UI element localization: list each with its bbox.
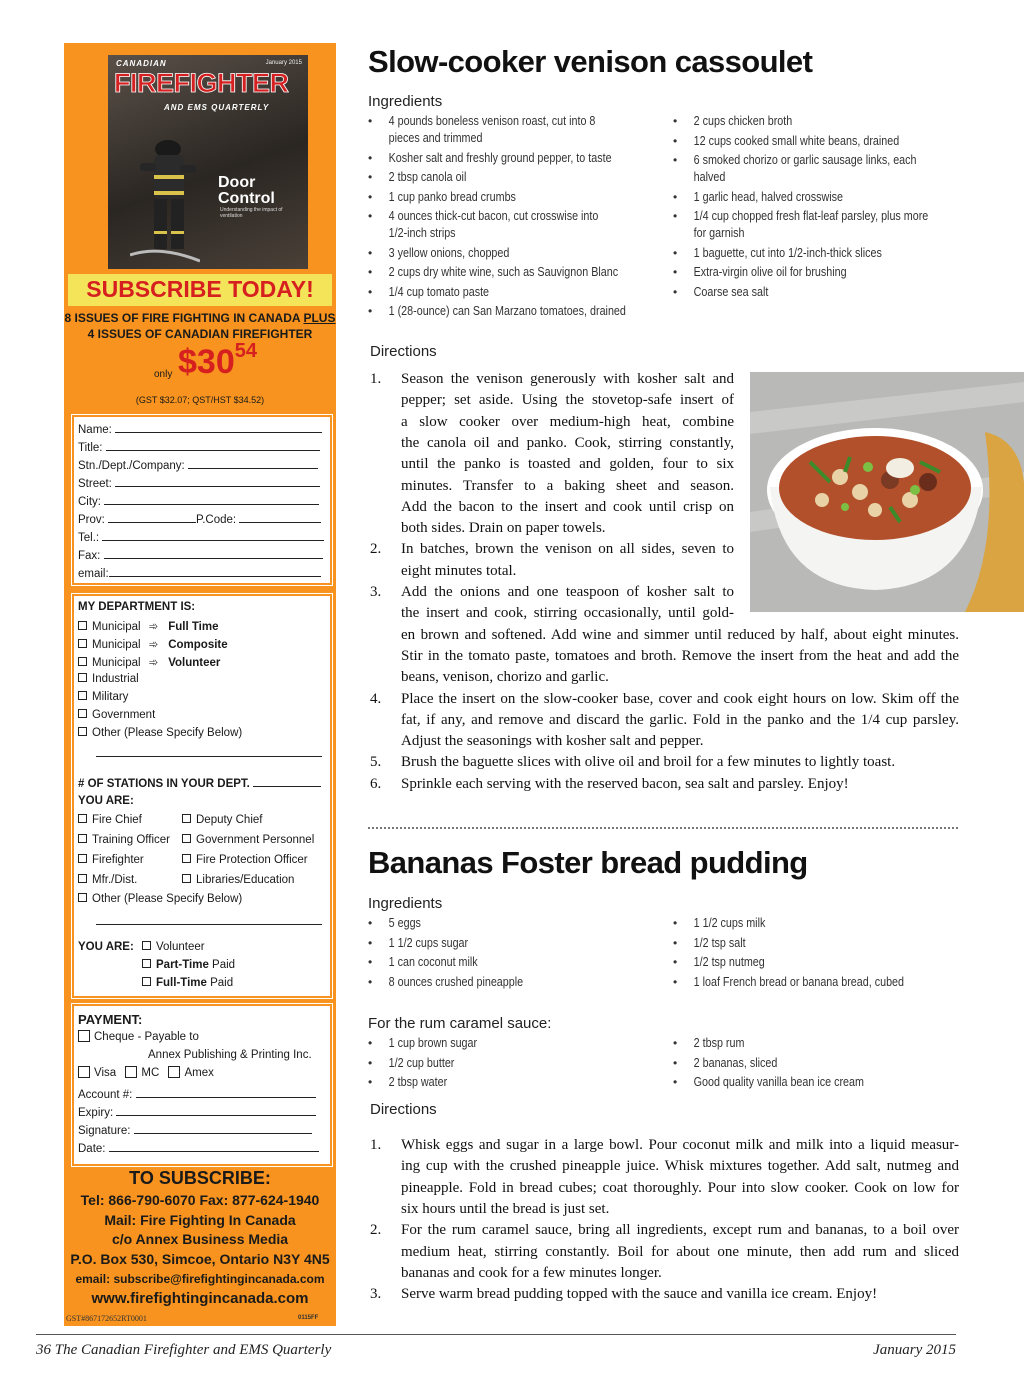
step-text-line: Stir in the tomato paste, tomatoes and broth. Remove the insert from the heat and add the <box>401 647 959 664</box>
step-text-line: ing cup with the crushed pineapple juice. Whisk mixtures together. Add salt, nutmeg and <box>401 1158 959 1175</box>
step-text-line: Add the bacon to the insert and cook until crisp on <box>401 498 734 515</box>
ingredient-item <box>673 284 973 301</box>
ingredient-text: 1/4 cup chopped fresh flat-leaf parsley, plus more <box>693 209 929 223</box>
ingredient-text: 1/2 tsp salt <box>693 935 746 950</box>
recipe-divider <box>368 827 958 829</box>
ingredient-text: 1 can coconut milk <box>388 955 478 969</box>
recipe2-title: Bananas Foster bread pudding <box>368 845 808 880</box>
ingredient-text: 1 (28-ounce) can San Marzano tomatoes, drained <box>388 304 626 318</box>
step-text-line: the canola oil and panko. Cook, stirring constantly, <box>401 434 734 451</box>
contact-website[interactable]: www.firefightingincanada.com <box>91 1290 309 1307</box>
step-number: 3. <box>370 584 382 600</box>
role-fire-chief[interactable]: Fire Chief <box>78 814 142 826</box>
ingredient-item <box>368 284 668 301</box>
form-field-title[interactable]: Title: <box>78 440 320 454</box>
bullet-icon: • <box>673 265 678 279</box>
status-part-time[interactable]: Part-Time Paid <box>142 959 235 971</box>
ingredient-text: 2 tbsp rum <box>693 1036 745 1050</box>
bullet-icon: • <box>673 935 678 950</box>
you-are-heading: YOU ARE: <box>78 795 134 807</box>
ingredient-item <box>368 189 668 206</box>
contact-address: P.O. Box 530, Simcoe, Ontario N3Y 4N5 <box>70 1251 330 1267</box>
ingredient-text: 4 ounces thick-cut bacon, cut crosswise into <box>388 209 599 223</box>
ingredient-item <box>368 915 668 932</box>
step-number: 5. <box>370 754 382 771</box>
ingredient-item <box>368 1074 668 1091</box>
bullet-icon: • <box>673 209 678 223</box>
ingredient-item <box>673 264 973 281</box>
bullet-icon: • <box>368 209 373 223</box>
subscribe-title: SUBSCRIBE TODAY! <box>86 276 314 302</box>
step-text-line: a slow cooker over medium-high heat, combine <box>401 413 734 430</box>
bullet-icon: • <box>368 935 373 950</box>
ingredient-item <box>368 954 668 971</box>
ingredient-text: 4 pounds boneless venison roast, cut into 8 <box>388 114 596 128</box>
dept-option-government[interactable]: Government <box>78 709 155 721</box>
ingredient-text: 12 cups cooked small white beans, drained <box>693 133 900 148</box>
bullet-icon: • <box>368 974 373 989</box>
ingredient-text: 2 tbsp canola oil <box>388 170 467 184</box>
ingredient-text: pieces and trimmed <box>388 131 483 145</box>
bullet-icon: • <box>368 284 373 299</box>
cover-tagline: AND EMS QUARTERLY <box>164 103 270 112</box>
ingredient-text: 2 tbsp water <box>388 1075 448 1089</box>
step-number: 2. <box>370 541 382 558</box>
bullet-icon: • <box>368 114 373 128</box>
footer-rule <box>36 1334 956 1335</box>
cover-logo: FIREFIGHTER <box>114 68 289 98</box>
contact-email[interactable]: email: subscribe@firefightingincanada.com <box>75 1272 325 1286</box>
contact-mail-line2: c/o Annex Business Media <box>111 1231 289 1247</box>
payment-payee: Annex Publishing & Printing Inc. <box>148 1049 312 1061</box>
ingredient-text: 2 cups dry white wine, such as Sauvignon Blanc <box>388 265 619 279</box>
form-field-street[interactable]: Street: <box>78 476 320 490</box>
step-text-line: until the panko is toasted and golden, four to six <box>401 456 734 473</box>
form-field-tel[interactable]: Tel.: <box>78 530 324 544</box>
ingredient-item <box>673 935 973 952</box>
dept-other-line[interactable] <box>96 756 322 757</box>
step-text-line: minutes. Transfer to a baking sheet and season. <box>401 477 734 494</box>
ingredient-item <box>368 303 668 320</box>
recipe1-directions-heading: Directions <box>370 343 437 360</box>
ingredient-item <box>673 974 973 991</box>
payment-signature[interactable]: Signature: <box>78 1123 312 1137</box>
step-text-line: medium heat, stirring constantly. Boil for about one minute, then add rum and sliced <box>401 1243 959 1260</box>
form-field-city[interactable]: City: <box>78 494 319 508</box>
cover-headline: Door Control <box>218 174 275 207</box>
recipe2-sauce-heading: For the rum caramel sauce: <box>368 1015 552 1032</box>
tax-note: (GST $32.07; QST/HST $34.52) <box>135 395 265 405</box>
ingredient-item <box>368 208 668 242</box>
step-number: 3. <box>370 1286 382 1303</box>
ingredient-text: 5 eggs <box>388 916 421 930</box>
role-deputy-chief[interactable]: Deputy Chief <box>182 814 262 826</box>
step-text-line: the insert and cook, stirring occasionally, until gold- <box>401 605 734 622</box>
step-text-line: Serve warm bread pudding topped with the sauce and vanilla ice cream. Enjoy! <box>401 1286 878 1303</box>
step-text-line: Sprinkle each serving with the reserved bacon, sea salt and parsley. Enjoy! <box>401 775 849 792</box>
dept-option-other[interactable]: Other (Please Specify Below) <box>78 727 242 739</box>
footer-left: 36 The Canadian Firefighter and EMS Quarterly <box>36 1342 332 1358</box>
ingredient-text: 1 garlic head, halved crosswise <box>693 189 844 204</box>
payment-heading: PAYMENT: <box>78 1012 143 1027</box>
step-text-line: fat, if any, and remove and discard the garlic. Fold in the panko and the 1/4 cup parsley. <box>401 711 959 728</box>
bullet-icon: • <box>673 284 678 299</box>
ingredient-text: 1 1/2 cups sugar <box>388 935 469 950</box>
bullet-icon: • <box>673 245 678 260</box>
bullet-icon: • <box>368 150 373 165</box>
bullet-icon: • <box>673 133 678 148</box>
step-text-line: six hours until the bread is just set. <box>401 1200 610 1217</box>
dept-option-municipal-composite[interactable]: Municipal ➾ Composite <box>78 637 228 651</box>
bullet-icon: • <box>368 170 373 184</box>
step-text-line: pepper; set aside. Using the stovetop-safe insert of <box>401 392 734 409</box>
bullet-icon: • <box>673 1075 678 1089</box>
status-heading: YOU ARE: <box>78 941 134 953</box>
dept-option-industrial[interactable]: Industrial <box>78 673 139 685</box>
firefighter-illustration <box>130 135 200 269</box>
recipe2-ingredients-heading: Ingredients <box>368 895 443 912</box>
bullet-icon: • <box>673 955 678 969</box>
step-text-line: Whisk eggs and sugar in a large bowl. Pour coconut milk and milk into a liquid measur- <box>401 1137 959 1153</box>
contact-phones: Tel: 866-790-6070 Fax: 877-624-1940 <box>80 1192 320 1208</box>
ingredient-item <box>368 1055 668 1072</box>
ingredient-text: 3 yellow onions, chopped <box>388 245 510 260</box>
recipe1-title: Slow-cooker venison cassoulet <box>368 44 813 79</box>
dept-option-municipal-fulltime[interactable]: Municipal ➾ Full Time <box>78 619 219 633</box>
cover-brand: CANADIAN <box>116 59 167 68</box>
bullet-icon: • <box>368 189 373 204</box>
ingredient-item <box>673 1074 973 1091</box>
ingredient-text: Kosher salt and freshly ground pepper, to taste <box>388 150 612 165</box>
ingredient-text: 6 smoked chorizo or garlic sausage links, each <box>693 153 917 167</box>
form-field-fax[interactable]: Fax: <box>78 548 323 562</box>
ingredient-text: 1/2-inch strips <box>388 226 456 240</box>
price-only-label: only <box>154 369 173 380</box>
contact-form <box>72 415 332 585</box>
status-full-time[interactable]: Full-Time Paid <box>142 977 233 989</box>
bullet-icon: • <box>673 189 678 204</box>
step-number: 1. <box>370 371 382 387</box>
form-code: 0115FF <box>298 1315 319 1321</box>
bullet-icon: • <box>673 974 678 989</box>
gst-number: GST#867172652RT0001 <box>66 1314 147 1323</box>
step-text-line: en brown and softened. Add wine and simmer until reduced by half, about eight minutes. <box>401 626 959 643</box>
payment-section <box>72 1004 332 1166</box>
bullet-icon: • <box>673 114 678 128</box>
bullet-icon: • <box>673 1036 678 1050</box>
ingredient-item <box>673 1035 973 1052</box>
role-firefighter[interactable]: Firefighter <box>78 854 144 866</box>
bullet-icon: • <box>673 153 678 167</box>
ingredient-item <box>673 152 973 186</box>
ingredient-item <box>368 935 668 952</box>
ingredient-item <box>368 169 668 186</box>
step-text-line: both sides. Drain on paper towels. <box>401 520 606 537</box>
cassoulet-photo <box>750 372 1024 612</box>
step-number: 2. <box>370 1222 382 1239</box>
form-field-prov[interactable]: Prov: P.Code: <box>78 512 321 526</box>
role-libraries-education[interactable]: Libraries/Education <box>182 874 294 886</box>
bullet-icon: • <box>368 955 373 969</box>
form-field-company[interactable]: Stn./Dept./Company: <box>78 458 318 472</box>
role-other-line[interactable] <box>96 924 322 925</box>
ingredient-text: Extra-virgin olive oil for brushing <box>693 265 847 279</box>
payment-date[interactable]: Date: <box>78 1141 319 1155</box>
step-number: 6. <box>370 775 382 792</box>
ingredient-text: for garnish <box>693 226 745 240</box>
footer-date: January 2015 <box>873 1342 956 1358</box>
form-field-email[interactable]: email: <box>78 566 321 580</box>
recipe1-ingredients-heading: Ingredients <box>368 93 443 110</box>
ingredient-text: 1/2 cup butter <box>388 1055 455 1070</box>
ingredient-text: halved <box>693 170 726 184</box>
contact-mail-line1: Mail: Fire Fighting In Canada <box>104 1212 296 1228</box>
step-text-line: In batches, brown the venison on all sides, seven to <box>401 541 734 558</box>
department-heading: MY DEPARTMENT IS: <box>78 601 196 613</box>
role-mfr-dist[interactable]: Mfr./Dist. <box>78 874 137 886</box>
step-text-line: Adjust the seasonings with kosher salt and pepper. <box>401 733 704 750</box>
ingredient-text: 1/2 tsp nutmeg <box>693 955 765 969</box>
step-text-line: Season the venison generously with kosher salt and <box>401 371 734 387</box>
ingredient-item <box>673 208 973 242</box>
ingredient-item <box>368 974 668 991</box>
role-government-personnel[interactable]: Government Personnel <box>182 834 314 846</box>
payment-expiry[interactable]: Expiry: <box>78 1105 316 1119</box>
bullet-icon: • <box>673 916 678 930</box>
ingredient-text: 2 bananas, sliced <box>693 1055 778 1070</box>
bullet-icon: • <box>368 265 373 279</box>
ingredient-text: Good quality vanilla bean ice cream <box>693 1075 864 1089</box>
cover-date: January 2015 <box>265 60 302 66</box>
step-text-line: Add the onions and one teaspoon of kosher salt to <box>401 584 734 600</box>
step-text-line: eight minutes total. <box>401 562 517 579</box>
role-training-officer[interactable]: Training Officer <box>78 834 170 846</box>
step-text-line: bananas and cook for a few minutes longer. <box>401 1264 662 1281</box>
ingredient-item <box>673 915 973 932</box>
subscription-price: $\$30^{54}$ <box>178 339 257 381</box>
bullet-icon: • <box>368 916 373 930</box>
bullet-icon: • <box>368 245 373 260</box>
ingredient-item <box>368 245 668 262</box>
ingredient-text: 1 cup panko bread crumbs <box>388 189 516 204</box>
step-text-line: Place the insert on the slow-cooker base, cover and cook eight hours on low. Skim off the <box>401 690 959 707</box>
stations-field[interactable]: # OF STATIONS IN YOUR DEPT. <box>78 776 321 790</box>
step-text-line: Brush the baguette slices with olive oil and broil for a few minutes to lightly toast. <box>401 754 896 771</box>
bullet-icon: • <box>368 1075 373 1089</box>
magazine-cover-image <box>108 55 308 269</box>
bullet-icon: • <box>368 1036 373 1050</box>
ingredient-text: 1 1/2 cups milk <box>693 916 766 930</box>
ingredient-text: 1/4 cup tomato paste <box>388 284 490 299</box>
ingredient-item <box>368 1035 668 1052</box>
ingredient-item <box>673 1055 973 1072</box>
bullet-icon: • <box>368 304 373 318</box>
form-field-name[interactable]: Name: <box>78 422 322 436</box>
subscription-offer: 8 ISSUES OF FIRE FIGHTING IN CANADA PLUS 4 ISSUES OF CANADIAN FIREFIGHTER <box>64 311 336 341</box>
ingredient-item <box>673 133 973 150</box>
ingredient-item <box>673 189 973 206</box>
bullet-icon: • <box>368 1055 373 1070</box>
ingredient-item <box>368 150 668 167</box>
ingredient-text: 1 baguette, cut into 1/2-inch-thick slices <box>693 245 882 260</box>
step-number: 1. <box>370 1137 382 1153</box>
dept-option-municipal-volunteer[interactable]: Municipal ➾ Volunteer <box>78 655 220 669</box>
ingredient-text: 2 cups chicken broth <box>693 114 793 128</box>
payment-account[interactable]: Account #: <box>78 1087 316 1101</box>
payment-cards[interactable]: Visa MC Amex <box>78 1067 214 1079</box>
role-other[interactable]: Other (Please Specify Below) <box>78 893 242 905</box>
bullet-icon: • <box>673 1055 678 1070</box>
ingredient-item <box>368 113 668 147</box>
role-fire-protection-officer[interactable]: Fire Protection Officer <box>182 854 308 866</box>
step-text-line: beans, venison, chorizo and garlic. <box>401 669 609 686</box>
ingredient-item <box>673 245 973 262</box>
recipe2-directions-heading: Directions <box>370 1101 437 1118</box>
step-number: 4. <box>370 690 382 707</box>
to-subscribe-heading: TO SUBSCRIBE: <box>129 1168 271 1188</box>
ingredient-item <box>673 113 973 130</box>
status-volunteer[interactable]: Volunteer <box>142 941 205 953</box>
ingredient-text: 1 loaf French bread or banana bread, cubed <box>693 974 905 989</box>
step-text-line: pineapple. Fold in bread cubes; coat thoroughly. Pour into slow cooker. Cook on low for <box>401 1179 959 1196</box>
department-section <box>72 594 332 998</box>
ingredient-item <box>368 264 668 281</box>
ingredient-text: 8 ounces crushed pineapple <box>388 974 524 989</box>
cover-subhead: Understanding the impact of ventilation <box>220 207 283 219</box>
ingredient-text: 1 cup brown sugar <box>388 1036 478 1050</box>
step-text-line: For the rum caramel sauce, bring all ingredients, except rum and bananas, to a boil over <box>401 1222 959 1239</box>
dept-option-military[interactable]: Military <box>78 691 128 703</box>
ingredient-item <box>673 954 973 971</box>
payment-cheque[interactable]: Cheque - Payable to <box>78 1031 199 1043</box>
ingredient-text: Coarse sea salt <box>693 284 769 299</box>
